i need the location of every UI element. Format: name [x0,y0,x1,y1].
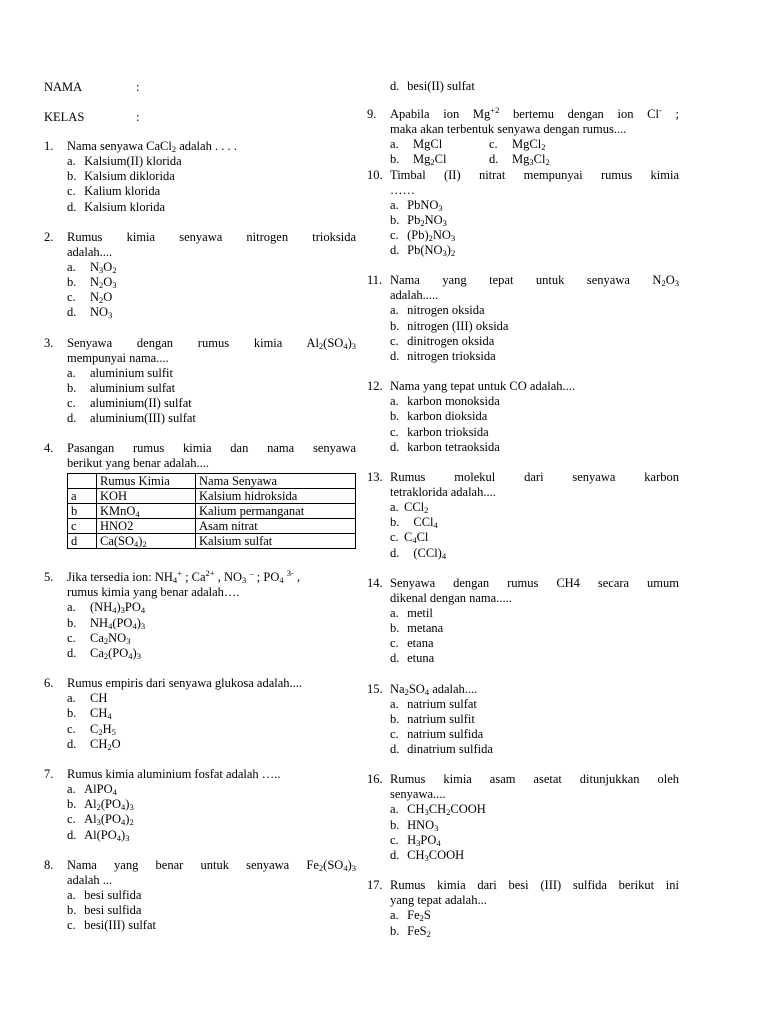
question-4 [44,441,356,549]
question-text-2: adalah.... [67,244,113,259]
option-d[interactable]: d. $Al(PO_4)_3$ [67,827,130,843]
right-column [367,79,679,954]
option-b[interactable]: b. nitrogen (III) oksida [390,318,509,333]
table-row[interactable]: a KOH Kalsium hidroksida [68,489,356,504]
option-d[interactable]: d. aluminium(III) sulfat [67,411,196,426]
kelas-colon: : [136,110,140,124]
left-column [44,79,356,948]
question-number: 4. [44,441,54,456]
option-a[interactable]: a. natrium sulfat [390,696,477,711]
question-2 [44,230,356,321]
question-5 [44,570,356,661]
question-3 [44,336,356,427]
nama-field[interactable] [44,79,356,95]
table-row[interactable]: c HNO2 Asam nitrat [68,519,356,534]
question-text-2: senyawa.... [390,787,446,802]
question-text-2: adalah ... [67,872,113,887]
option-b[interactable]: b. besi sulfida [67,903,142,918]
question-14 [367,576,679,667]
question-9 [367,107,679,167]
question-1 [44,139,356,215]
nama-colon: : [136,80,140,94]
question-12 [367,379,679,455]
option-b[interactable]: b. natrium sulfit [390,711,475,726]
question-number: 13. [367,470,383,485]
option-d[interactable]: d. karbon tetraoksida [390,439,500,454]
option-a[interactable]: a. karbon monoksida [390,394,500,409]
nama-label: NAMA [44,80,83,94]
option-b[interactable]: b. $N_2O_3$ [67,275,117,291]
option-a[interactable]: a. Kalsium(II) klorida [67,154,182,168]
option-b[interactable]: b. CCl$_4$ [390,515,438,531]
question-number: 12. [367,379,383,394]
question-number: 16. [367,772,383,787]
option-a[interactable]: a. CH [67,691,108,706]
option-c[interactable]: c. $N_2O$ [67,290,113,306]
option-b[interactable]: b. $Pb_2NO_3$ [390,212,447,228]
option-d[interactable]: d. besi(II) sulfat [390,79,475,93]
option-c[interactable]: c. aluminium(II) sulfat [67,396,192,411]
option-b[interactable]: b. $CH_4$ [67,706,112,722]
question-text-2: maka akan terbentuk senyawa dengan rumus.... [390,122,627,137]
question-text-2: yang tepat adalah... [390,893,487,908]
question-text-2: rumus kimia yang benar adalah…. [67,585,240,600]
option-c[interactable]: c. $C_4Cl$ [390,530,429,546]
option-d[interactable]: d. $(CCl)_4$ [390,545,447,561]
question-8 [44,858,356,934]
question-text-2: …… [390,182,415,197]
question-number: 9. [367,107,377,122]
question-text: Rumus empiris dari senyawa glukosa adalah.... [67,676,303,691]
question-number: 15. [367,681,383,696]
question-15 [367,682,679,758]
question-text: Apabila ion $Mg^{+2}$ bertemu dengan ion Cl- ; [390,105,679,122]
question-text: Nama yang benar untuk senyawa $Fe_2(SO_4)_3$ [67,857,356,873]
question-text: Rumus kimia asam asetat ditunjukkan oleh [390,772,679,787]
question-number: 2. [44,229,54,244]
question-text: Rumus kimia senyawa nitrogen trioksida [67,229,356,244]
question-text: Jika tersedia ion: $NH_4^+$ ; $Ca^{2+}$ , $NO_3$ – ; $PO_4$ $^{3-}$ , [67,568,301,586]
question-16 [367,772,679,863]
question-text: Rumus kimia aluminium fosfat adalah ….. [67,767,281,782]
question-11 [367,273,679,364]
option-b[interactable]: b. metana [390,621,444,636]
option-d[interactable]: d. $CH_3COOH$ [390,848,465,864]
question-text: Nama yang tepat untuk CO adalah.... [390,379,576,394]
option-a[interactable]: a. $Fe_2S$ [390,908,431,924]
option-b[interactable]: b. aluminium sulfat [67,380,176,395]
question-7 [44,767,356,843]
table-row[interactable]: d $Ca(SO_4)_2$ Kalsium sulfat [68,534,356,549]
question-number: 17. [367,878,383,893]
option-a[interactable]: a. AlPO$_4$ [67,782,117,798]
option-b[interactable]: b. FeS$_2$ [390,923,431,939]
option-c[interactable]: c. $H_3PO_4$ [390,832,441,848]
option-a[interactable]: a. $N_3O_2$ [67,259,117,275]
table-row[interactable]: b KMnO$_4$ Kalium permanganat [68,504,356,519]
options-row-bd[interactable]: b. $Mg_2Cl$ d. $Mg_3Cl_2$ [390,152,550,168]
question-text-2: tetraklorida adalah.... [390,485,496,500]
option-a[interactable]: a. besi sulfida [67,887,142,902]
option-d[interactable]: d. $NO_3$ [67,305,113,321]
question-text: Senyawa dengan rumus CH4 secara umum [390,575,679,590]
option-c[interactable]: c. natrium sulfida [390,727,484,742]
question-6 [44,676,356,752]
answer-table [67,473,356,549]
question-number: 1. [44,139,54,153]
option-a[interactable]: a. $CH_3CH_2COOH$ [390,802,486,818]
option-a[interactable]: a. PbNO$_3$ [390,197,443,213]
option-b[interactable]: b. karbon dioksida [390,409,488,424]
question-text-2: adalah..... [390,288,439,303]
question-number: 11. [367,273,383,288]
option-c[interactable]: c. $C_2H_5$ [67,721,116,737]
question-number: 8. [44,857,54,872]
question-text: Senyawa dengan rumus kimia $Al_2(SO_4)_3$ [67,335,356,351]
option-d[interactable]: d. $CH_2O$ [67,736,121,752]
question-text: Pasangan rumus kimia dan nama senyawa [67,441,356,456]
option-c[interactable]: c. Kalium klorida [67,184,161,199]
option-c[interactable]: c. dinitrogen oksida [390,333,495,348]
option-a[interactable]: a. nitrogen oksida [390,303,485,318]
option-c[interactable]: c. $Al_3(PO_4)_2$ [67,812,134,828]
question-text: Nama yang tepat untuk senyawa $N_2O_3$ [390,273,679,289]
question-text: Rumus kimia dari besi (III) sulfida berikut ini [390,878,679,893]
option-b[interactable]: b. Kalsium diklorida [67,169,175,184]
option-d[interactable]: d. nitrogen trioksida [390,349,496,364]
option-d[interactable]: d. $Pb(NO_3)_2$ [390,243,456,259]
question-number: 6. [44,676,54,691]
option-a[interactable]: a. aluminium sulfit [67,365,173,380]
question-17 [367,878,679,938]
option-b[interactable]: b. $Al_2(PO_4)_3$ [67,797,134,813]
option-d[interactable]: d. dinatrium sulfida [390,742,493,757]
question-text: $Na_2SO_4$ adalah.... [390,681,478,697]
table-header-row [68,474,356,489]
question-number: 14. [367,575,383,590]
kelas-field[interactable] [44,109,356,125]
question-text: Timbal (II) nitrat mempunyai rumus kimia [390,167,679,182]
option-c[interactable]: c. $(Pb)_2NO_3$ [390,228,456,244]
option-a[interactable]: a. $(NH_4)_3PO_4$ [67,600,146,616]
question-text-2: mempunyai nama.... [67,350,169,365]
question-number: 7. [44,767,54,782]
column-header: Nama Senyawa [196,474,356,489]
option-d[interactable]: d. Kalsium klorida [67,199,166,214]
question-text: Nama senyawa CaCl$_2$ adalah . . . . [67,139,237,154]
option-c[interactable]: c. etana [390,636,434,651]
option-b[interactable]: b. $HNO_3$ [390,817,439,833]
column-header: Rumus Kimia [97,474,196,489]
option-a[interactable]: a. metil [390,605,433,620]
options-row-ac[interactable]: a. MgCl c. MgCl$_2$ [390,137,546,153]
option-a[interactable]: a. CCl$_2$ [390,500,429,516]
question-13 [367,470,679,561]
question-text-2: dikenal dengan nama..... [390,590,512,605]
option-c[interactable]: c. besi(III) sulfat [67,918,156,933]
question-text-2: berikut yang benar adalah.... [67,456,209,471]
question-number: 10. [367,167,383,182]
question-number: 5. [44,570,54,585]
question-number: 3. [44,335,54,350]
option-c[interactable]: c. karbon trioksida [390,424,489,439]
question-text: Rumus molekul dari senyawa karbon [390,470,679,485]
option-c[interactable]: c. $Ca_2NO_3$ [67,630,131,646]
option-b[interactable]: b. $NH_4(PO_4)_3$ [67,615,146,631]
option-d[interactable]: d. $Ca_2(PO_4)_3$ [67,646,141,662]
option-d[interactable]: d. etuna [390,651,435,666]
kelas-label: KELAS [44,110,85,124]
question-10 [367,168,679,259]
